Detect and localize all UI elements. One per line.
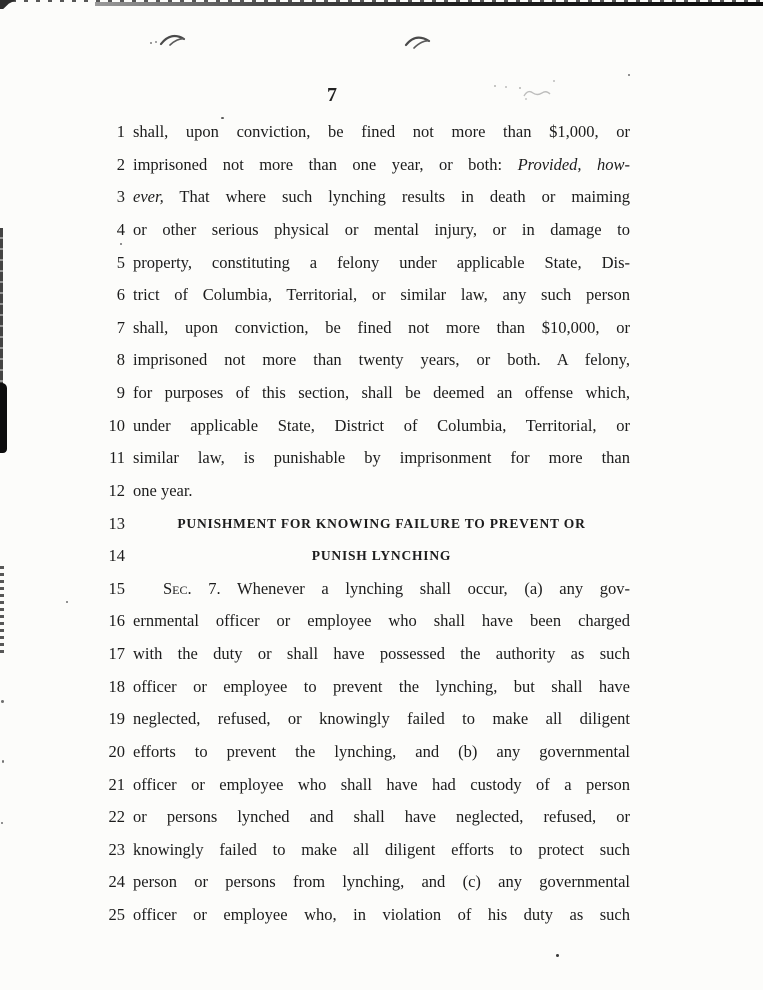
- line-text-segment: similar law, is punishable by imprisonment for more than: [133, 448, 630, 468]
- line-text-segment: officer or employee to prevent the lynching, but shall have: [133, 676, 630, 696]
- line-text-segment: property, constituting a felony under applicable State, Dis-: [133, 252, 630, 272]
- bill-line: [0, 540, 763, 573]
- page-number: 7: [327, 84, 337, 106]
- line-number: 9: [116, 383, 125, 402]
- line-number: 11: [109, 448, 125, 468]
- line-text: [133, 806, 630, 834]
- line-number: 24: [108, 872, 125, 892]
- line-text-segment: efforts to prevent the lynching, and (b) any governmental: [133, 741, 630, 761]
- line-number: 15: [108, 578, 125, 598]
- bill-line: [0, 703, 763, 736]
- pen-checkmark-left: [148, 31, 192, 53]
- line-text: [133, 578, 630, 606]
- line-text-segment: PUNISHMENT FOR KNOWING FAILURE TO PREVENT OR: [177, 515, 586, 531]
- line-text-segment: Provided, how-: [517, 154, 631, 174]
- line-text-segment: neglected, refused, or knowingly failed to make all diligent: [133, 709, 630, 729]
- line-text: [133, 382, 630, 410]
- line-number: 6: [116, 285, 125, 305]
- line-text-segment: officer or employee who shall have had custody of a person: [133, 774, 630, 794]
- line-number: 17: [108, 644, 125, 663]
- line-text: [133, 415, 630, 443]
- line-text-segment: officer or employee who, in violation of his duty as such: [133, 905, 630, 924]
- line-number: 14: [108, 546, 125, 566]
- bill-line: [0, 508, 763, 541]
- line-text: [133, 154, 630, 182]
- bill-line: [0, 116, 763, 149]
- scan-speck: [628, 74, 630, 76]
- line-number: 2: [116, 154, 125, 174]
- line-text: [133, 252, 630, 280]
- bill-line: [0, 671, 763, 704]
- line-text: [133, 447, 630, 475]
- line-text: [133, 219, 630, 247]
- bill-line: [0, 279, 763, 312]
- line-text-segment: ernmental officer or employee who shall have been charged: [133, 611, 630, 631]
- line-number: 10: [108, 415, 125, 435]
- line-number: 3: [116, 187, 125, 207]
- line-text-segment: trict of Columbia, Territorial, or similar law, any such person: [133, 285, 630, 305]
- line-number: 1: [116, 122, 125, 141]
- line-text: [133, 676, 630, 704]
- bill-line: [0, 899, 763, 932]
- bill-line: [0, 312, 763, 345]
- line-text: [133, 871, 630, 899]
- scan-speck: [556, 954, 559, 957]
- scan-artifact-top-dark-band: [95, 2, 763, 6]
- line-text: [133, 480, 630, 508]
- bill-line: [0, 638, 763, 671]
- line-text-segment: person or persons from lynching, and (c) any governmental: [133, 872, 630, 892]
- bill-line: [0, 769, 763, 802]
- line-number: 18: [108, 676, 125, 696]
- line-text-segment: one year.: [133, 480, 193, 500]
- line-text-segment: shall, upon conviction, be fined not more than $1,000, or: [133, 122, 630, 141]
- line-text-segment: imprisoned not more than twenty years, or both. A felony,: [133, 350, 630, 370]
- line-text-segment: ever,: [133, 187, 164, 207]
- bill-line: [0, 214, 763, 247]
- line-number: 5: [116, 252, 125, 272]
- line-text: [133, 643, 630, 671]
- line-text-segment: That where such lynching results in death or maiming: [163, 187, 630, 207]
- line-text-segment: for purposes of this section, shall be deemed an offense which,: [133, 383, 630, 402]
- line-text: [133, 513, 630, 541]
- line-text-segment: PUNISH LYNCHING: [311, 548, 452, 564]
- line-number: 20: [108, 741, 125, 761]
- line-text: [133, 545, 630, 573]
- line-text: [133, 741, 630, 769]
- line-number: 12: [108, 480, 125, 500]
- bill-line: [0, 866, 763, 899]
- line-text-segment: shall, upon conviction, be fined not more than $10,000, or: [133, 317, 630, 337]
- line-text-segment: Whenever a lynching shall occur, (a) any gov-: [220, 578, 630, 598]
- line-number: 13: [108, 513, 125, 533]
- line-text: [133, 284, 630, 312]
- bill-line: [0, 605, 763, 638]
- bill-line: [0, 377, 763, 410]
- line-text: [133, 774, 630, 802]
- bill-line: [0, 573, 763, 606]
- bill-text: [0, 116, 763, 932]
- line-text-segment: with the duty or shall have possessed the authority as such: [133, 644, 630, 663]
- bill-line: [0, 247, 763, 280]
- line-number: 23: [108, 839, 125, 859]
- line-number: 16: [108, 611, 125, 631]
- line-text: [133, 121, 630, 149]
- line-number: 8: [116, 350, 125, 370]
- line-text: [133, 186, 630, 214]
- line-number: 19: [108, 709, 125, 729]
- line-number: 21: [108, 774, 125, 794]
- bill-line: [0, 475, 763, 508]
- bill-line: [0, 801, 763, 834]
- scan-smudge-top-right: [492, 78, 562, 104]
- bill-line: [0, 181, 763, 214]
- line-text-segment: or other serious physical or mental injury, or in damage to: [133, 219, 630, 239]
- bill-line: [0, 834, 763, 867]
- line-number: 25: [108, 905, 125, 924]
- line-number: 22: [108, 807, 125, 827]
- line-text-segment: under applicable State, District of Columbia, Territorial, or: [133, 415, 630, 435]
- line-text: [133, 349, 630, 377]
- line-text: [133, 839, 630, 867]
- line-text-segment: imprisoned not more than one year, or both:: [133, 154, 518, 174]
- bill-line: [0, 410, 763, 443]
- line-number: 7: [116, 317, 125, 337]
- bill-line: [0, 149, 763, 182]
- pen-checkmark-right: [398, 33, 438, 55]
- line-text-segment: or persons lynched and shall have neglected, refused, or: [133, 807, 630, 827]
- line-number: 4: [116, 219, 125, 239]
- line-text: [133, 317, 630, 345]
- line-text: [133, 610, 630, 638]
- line-text-segment: Sec. 7.: [163, 578, 221, 598]
- bill-line: [0, 344, 763, 377]
- line-text: [133, 708, 630, 736]
- bill-line: [0, 442, 763, 475]
- bill-line: [0, 736, 763, 769]
- line-text-segment: knowingly failed to make all diligent efforts to protect such: [133, 839, 630, 859]
- line-text: [133, 904, 630, 932]
